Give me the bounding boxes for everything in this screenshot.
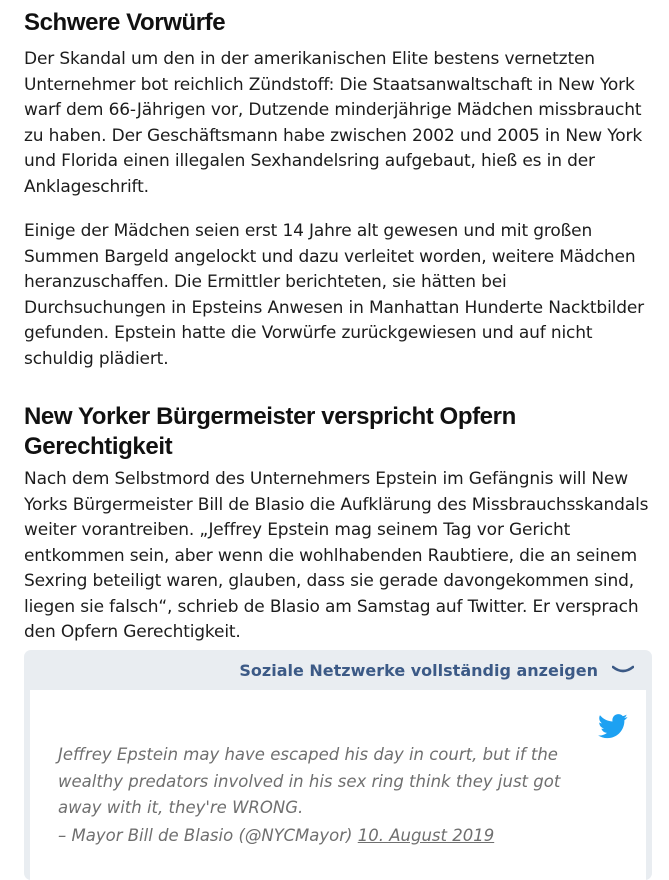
section-heading-schwere-vorwuerfe: Schwere Vorwürfe (24, 9, 226, 36)
social-embed-panel (24, 650, 652, 880)
tweet-attribution (58, 826, 494, 845)
chevron-down-icon (612, 665, 634, 675)
tweet-card (30, 690, 646, 880)
paragraph: Nach dem Selbstmord des Unternehmers Epstein im Gefängnis will New Yorks Bürgermeister Bill de Blasio die Aufklärung des Missbrauchsskandals weiter vorantreiben. „Jeffrey Epstein mag seinem Tag vor Gericht entkommen sein, aber wenn die wohlhabenden Raubtiere, die an seinem Sexring beteiligt waren, glauben, dass sie gerade davongekommen sind, liegen sie falsch“, schrieb de Blasio am Samstag auf Twitter. Er versprach den Opfern Gerechtigkeit. (24, 469, 649, 642)
social-toggle-button[interactable] (24, 650, 652, 690)
tweet-author: – Mayor Bill de Blasio (@NYCMayor) (58, 826, 353, 845)
tweet-date-link[interactable]: 10. August 2019 (357, 826, 495, 845)
twitter-bird-icon[interactable] (598, 714, 628, 743)
tweet-text: Jeffrey Epstein may have escaped his day in court, but if the wealthy predators involved in his sex ring think they just got away with it, they're WRONG. (58, 745, 561, 817)
paragraph: Der Skandal um den in der amerikanischen Elite bestens vernetzten Unternehmer bot reichlich Zündstoff: Die Staatsanwaltschaft in New York warf dem 66-Jährigen vor, Dutzende minderjährige Mädchen missbraucht zu haben. Der Geschäftsmann habe zwischen 2002 und 2005 in New York und Florida einen illegalen Sexhandelsring aufgebaut, hieß es in der Anklageschrift. (24, 49, 643, 197)
section-heading-buergermeister: New Yorker Bürgermeister verspricht Opfern Gerechtigkeit (24, 403, 516, 460)
social-toggle-label: Soziale Netzwerke vollständig anzeigen (239, 660, 598, 680)
paragraph: Einige der Mädchen seien erst 14 Jahre alt gewesen und mit großen Summen Bargeld angelockt und dazu verleitet worden, weitere Mädchen heranzuschaffen. Die Ermittler berichteten, sie hätten bei Durchsuchungen in Epsteins Anwesen in Manhattan Hunderte Nacktbilder gefunden. Epstein hatte die Vorwürfe zurückgewiesen und auf nicht schuldig plädiert. (24, 221, 645, 369)
